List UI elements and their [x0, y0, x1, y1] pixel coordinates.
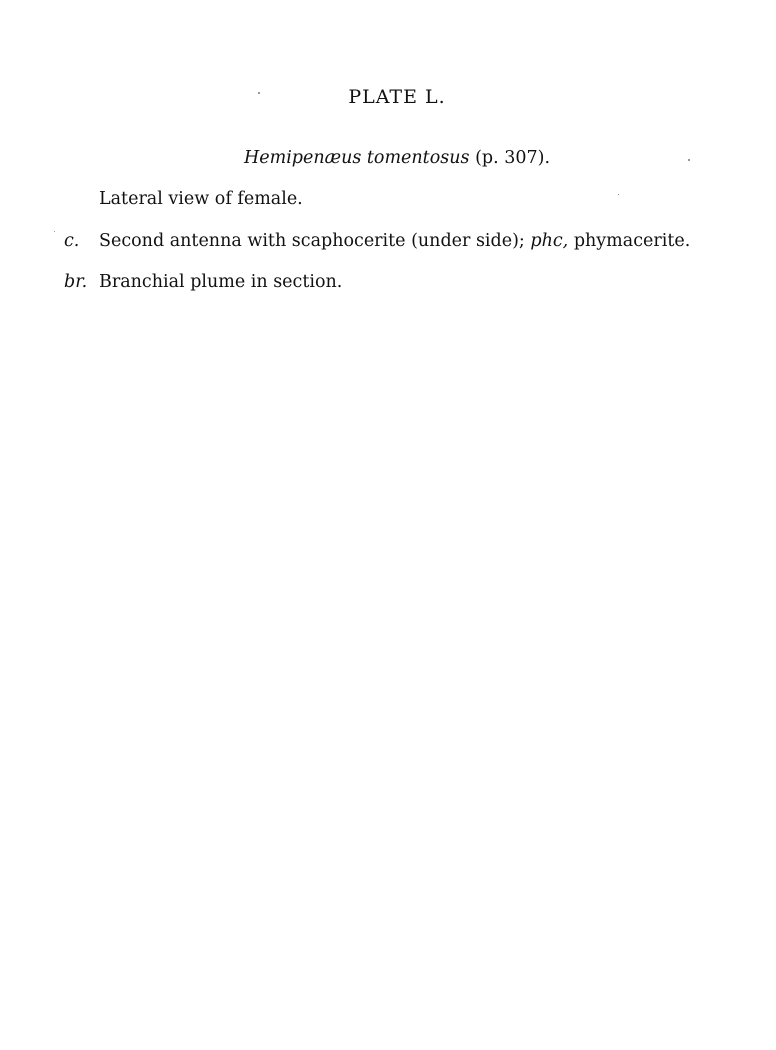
legend-key-c: c. [64, 231, 80, 251]
print-speck [258, 92, 260, 94]
plate-title: PLATE L. [348, 86, 446, 108]
legend-key-br: br. [64, 272, 88, 292]
species-heading [0, 148, 776, 168]
page-reference: (p. 307). [475, 148, 551, 168]
legend-intro: Lateral view of female. [99, 189, 303, 209]
species-name: Hemipenæus tomentosus [243, 148, 470, 168]
legend-item-c [99, 231, 690, 251]
print-speck [54, 231, 55, 232]
legend-item-c-text: Second antenna with scaphocerite (under side); [99, 231, 525, 251]
print-speck [688, 159, 690, 161]
legend-item-c-term: phc, [530, 231, 569, 251]
legend-item-c-definition: phymacerite. [573, 231, 691, 251]
legend-item-br: Branchial plume in section. [99, 272, 343, 292]
print-speck [618, 194, 619, 195]
